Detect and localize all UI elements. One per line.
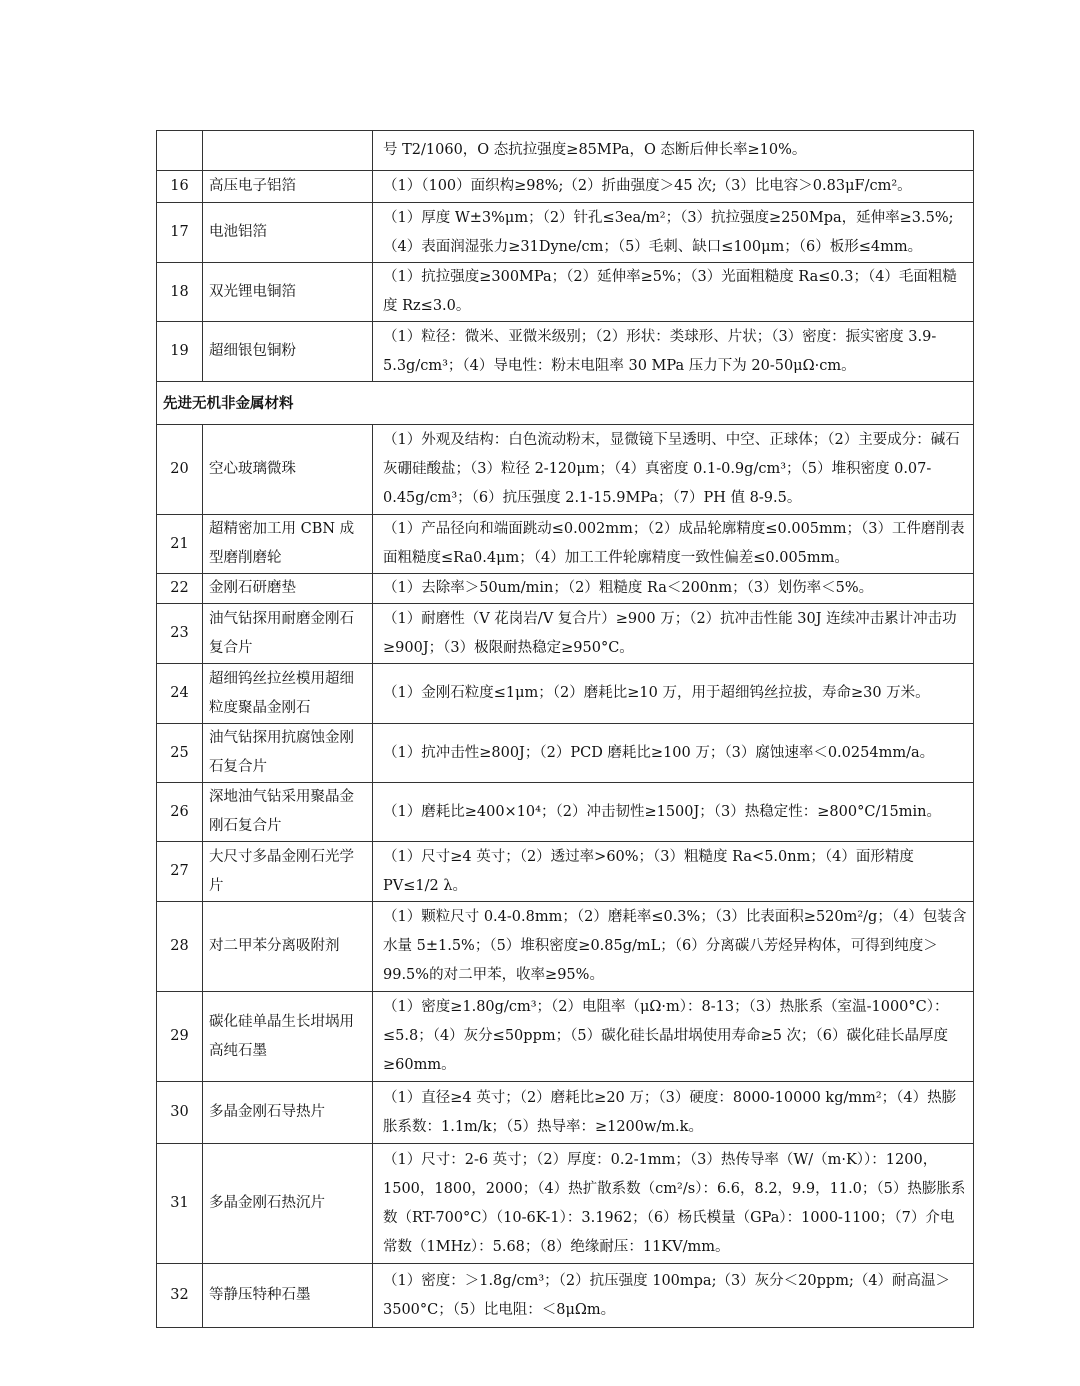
item-spec: （1）粒径：微米、亚微米级别；（2）形状：类球形、片状；（3）密度：振实密度 3.9-5.3g/cm³；（4）导电性：粉末电阻率 30 MPa 压力下为 20-50μΩ·cm。 xyxy=(373,322,974,382)
item-name: 油气钻探用耐磨金刚石复合片 xyxy=(203,604,373,664)
item-spec: （1）密度≥1.80g/cm³；（2）电阻率（μΩ·m）：8-13；（3）热胀系（室温-1000°C）：≤5.8；（4）灰分≤50ppm；（5）碳化硅长晶坩埚使用寿命≥5 次；（6）碳化硅长晶厚度≥60mm。 xyxy=(373,992,974,1082)
item-number: 25 xyxy=(157,724,203,783)
item-name: 空心玻璃微珠 xyxy=(203,425,373,515)
item-spec: （1）耐磨性（V 花岗岩/V 复合片）≥900 万；（2）抗冲击性能 30J 连续冲击累计冲击功≥900J；（3）极限耐热稳定≥950°C。 xyxy=(373,604,974,664)
item-name: 油气钻探用抗腐蚀金刚石复合片 xyxy=(203,724,373,783)
table-row xyxy=(157,574,974,604)
item-spec: 号 T2/1060，O 态抗拉强度≥85MPa，O 态断后伸长率≥10%。 xyxy=(373,131,974,171)
item-spec: （1）磨耗比≥400×10⁴；（2）冲击韧性≥1500J；（3）热稳定性：≥800°C/15min。 xyxy=(373,783,974,842)
item-name: 超精密加工用 CBN 成型磨削磨轮 xyxy=(203,515,373,574)
item-number: 24 xyxy=(157,664,203,724)
item-name: 超细银包铜粉 xyxy=(203,322,373,382)
item-name: 电池铝箔 xyxy=(203,203,373,263)
table-row xyxy=(157,425,974,515)
item-number xyxy=(157,131,203,171)
table-row xyxy=(157,515,974,574)
item-number: 23 xyxy=(157,604,203,664)
item-spec: （1）抗冲击性≥800J；（2）PCD 磨耗比≥100 万；（3）腐蚀速率＜0.0254mm/a。 xyxy=(373,724,974,783)
table-row xyxy=(157,131,974,171)
item-name: 高压电子铝箔 xyxy=(203,171,373,203)
item-spec: （1）直径≥4 英寸；（2）磨耗比≥20 万；（3）硬度：8000-10000 kg/mm²；（4）热膨胀系数：1.1m/k；（5）热导率：≥1200w/m.k。 xyxy=(373,1082,974,1144)
table-row xyxy=(157,902,974,992)
item-name: 大尺寸多晶金刚石光学片 xyxy=(203,842,373,902)
table-row xyxy=(157,263,974,322)
item-number: 27 xyxy=(157,842,203,902)
table-row xyxy=(157,1082,974,1144)
item-name: 深地油气钻采用聚晶金刚石复合片 xyxy=(203,783,373,842)
item-number: 19 xyxy=(157,322,203,382)
table-row xyxy=(157,992,974,1082)
table-row xyxy=(157,724,974,783)
item-name: 多晶金刚石热沉片 xyxy=(203,1144,373,1264)
item-spec: （1）抗拉强度≥300MPa；（2）延伸率≥5%；（3）光面粗糙度 Ra≤0.3；（4）毛面粗糙度 Rz≤3.0。 xyxy=(373,263,974,322)
item-number: 18 xyxy=(157,263,203,322)
table-row xyxy=(157,604,974,664)
spec-table xyxy=(156,130,974,1328)
item-name: 等静压特种石墨 xyxy=(203,1264,373,1328)
item-number: 30 xyxy=(157,1082,203,1144)
item-number: 31 xyxy=(157,1144,203,1264)
item-spec: （1）（100）面织构≥98%;（2）折曲强度＞45 次;（3）比电容＞0.83μF/cm²。 xyxy=(373,171,974,203)
section-row xyxy=(157,382,974,425)
item-number: 17 xyxy=(157,203,203,263)
table-row xyxy=(157,1264,974,1328)
table-row xyxy=(157,842,974,902)
item-name: 双光锂电铜箔 xyxy=(203,263,373,322)
item-number: 22 xyxy=(157,574,203,604)
item-spec: （1）密度：＞1.8g/cm³；（2）抗压强度 100mpa;（3）灰分＜20ppm;（4）耐高温＞3500°C；（5）比电阻：＜8μΩm。 xyxy=(373,1264,974,1328)
table-row xyxy=(157,664,974,724)
item-number: 32 xyxy=(157,1264,203,1328)
item-name: 金刚石研磨垫 xyxy=(203,574,373,604)
table-row xyxy=(157,171,974,203)
item-spec: （1）尺寸：2-6 英寸；（2）厚度：0.2-1mm；（3）热传导率（W/（m·K））：1200，1500，1800，2000；（4）热扩散系数（cm²/s）：6.6，8.2，9.9，11.0；（5）热膨胀系数（RT-700°C）（10-6K-1）：3.1962；（6）杨氏模量（GPa）：1000-1100；（7）介电常数（1MHz）：5.68；（8）绝缘耐压：11KV/mm。 xyxy=(373,1144,974,1264)
table-row xyxy=(157,322,974,382)
item-name: 超细钨丝拉丝模用超细粒度聚晶金刚石 xyxy=(203,664,373,724)
item-name xyxy=(203,131,373,171)
item-number: 21 xyxy=(157,515,203,574)
item-name: 碳化硅单晶生长坩埚用高纯石墨 xyxy=(203,992,373,1082)
item-spec: （1）去除率＞50um/min；（2）粗糙度 Ra＜200nm；（3）划伤率＜5%。 xyxy=(373,574,974,604)
item-spec: （1）金刚石粒度≤1μm；（2）磨耗比≥10 万，用于超细钨丝拉拔，寿命≥30 万米。 xyxy=(373,664,974,724)
table-row xyxy=(157,1144,974,1264)
item-number: 29 xyxy=(157,992,203,1082)
item-spec: （1）尺寸≥4 英寸；（2）透过率>60%；（3）粗糙度 Ra<5.0nm；（4）面形精度 PV≤1/2 λ。 xyxy=(373,842,974,902)
item-name: 多晶金刚石导热片 xyxy=(203,1082,373,1144)
item-spec: （1）颗粒尺寸 0.4-0.8mm；（2）磨耗率≤0.3%；（3）比表面积≥520m²/g；（4）包装含水量 5±1.5%；（5）堆积密度≥0.85g/mL；（6）分离碳八芳烃异构体，可得到纯度＞99.5%的对二甲苯，收率≥95%。 xyxy=(373,902,974,992)
item-spec: （1）厚度 W±3%μm；（2）针孔≤3ea/m²；（3）抗拉强度≥250Mpa，延伸率≥3.5%;（4）表面润湿张力≥31Dyne/cm；（5）毛刺、缺口≤100μm；（6）板形≤4mm。 xyxy=(373,203,974,263)
table-row xyxy=(157,783,974,842)
item-name: 对二甲苯分离吸附剂 xyxy=(203,902,373,992)
item-number: 28 xyxy=(157,902,203,992)
item-spec: （1）外观及结构：白色流动粉末，显微镜下呈透明、中空、正球体；（2）主要成分：碱石灰硼硅酸盐；（3）粒径 2-120μm；（4）真密度 0.1-0.9g/cm³；（5）堆积密度 0.07-0.45g/cm³；（6）抗压强度 2.1-15.9MPa；（7）PH 值 8-9.5。 xyxy=(373,425,974,515)
item-number: 26 xyxy=(157,783,203,842)
item-number: 16 xyxy=(157,171,203,203)
section-heading: 先进无机非金属材料 xyxy=(157,382,974,425)
spec-table-body xyxy=(157,131,974,1328)
item-spec: （1）产品径向和端面跳动≤0.002mm；（2）成品轮廓精度≤0.005mm；（3）工件磨削表面粗糙度≤Ra0.4μm；（4）加工工件轮廓精度一致性偏差≤0.005mm。 xyxy=(373,515,974,574)
table-row xyxy=(157,203,974,263)
item-number: 20 xyxy=(157,425,203,515)
